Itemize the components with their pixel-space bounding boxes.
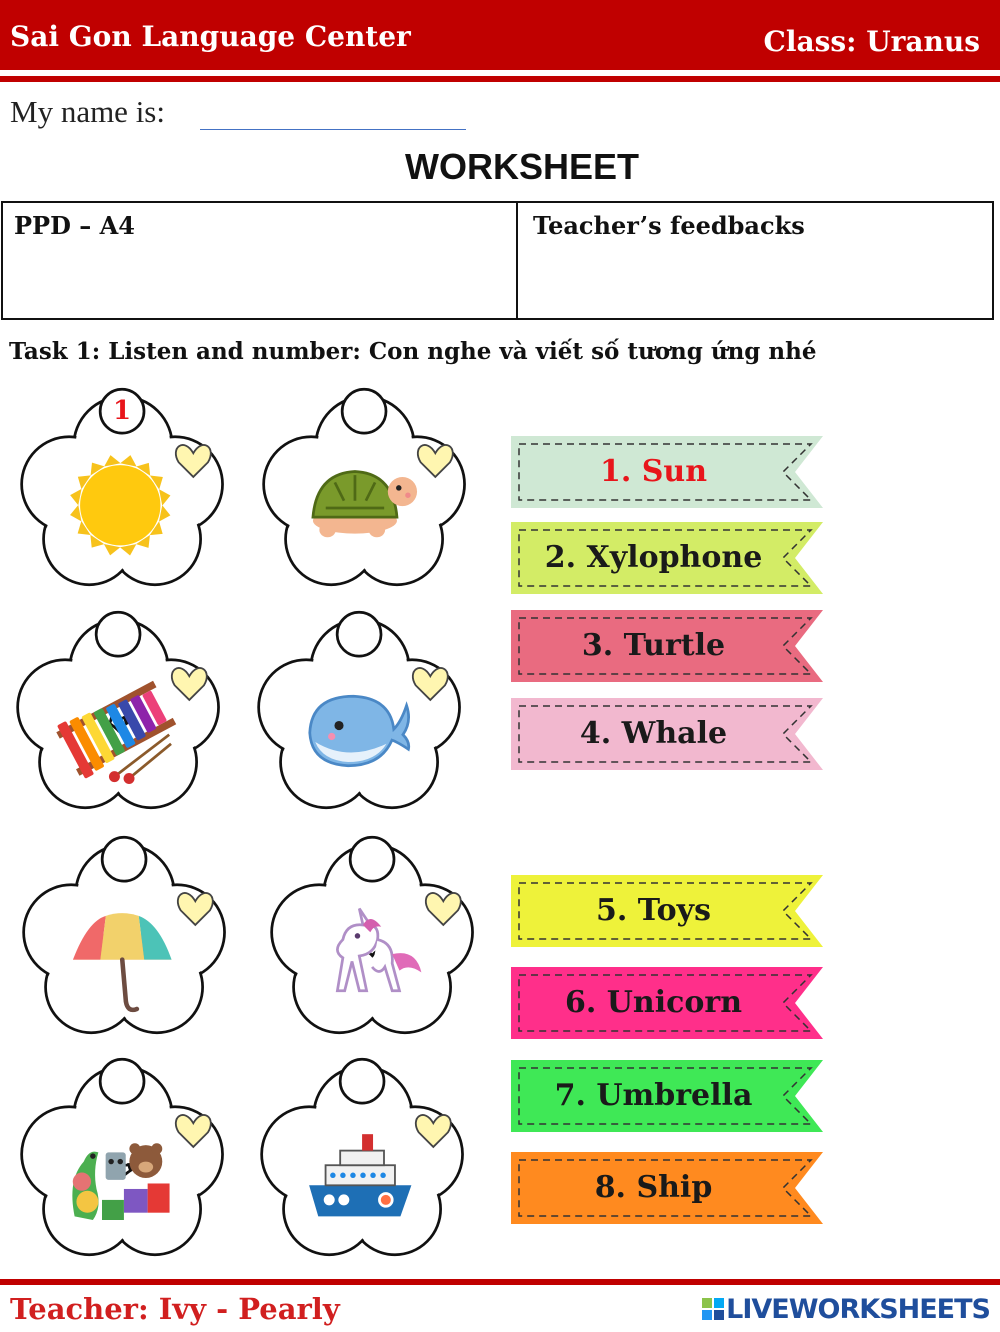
logo-text: LIVEWORKSHEETS: [726, 1294, 990, 1325]
table-divider: [516, 201, 518, 320]
word-ribbon-1[interactable]: [511, 436, 823, 508]
worksheet-title: WORKSHEET: [405, 146, 639, 187]
ribbon-label: 3. Turtle: [581, 628, 726, 663]
info-table: [1, 201, 994, 320]
logo-grid-icon: [702, 1296, 724, 1318]
ribbon-label: 6. Unicorn: [564, 985, 743, 1020]
answer-number-input[interactable]: 1: [112, 396, 132, 426]
flower-card-7: [8, 1052, 238, 1262]
task-instruction: Task 1: Listen and number: Con nghe và viết số tương ứng nhé: [9, 338, 817, 365]
word-ribbon-6[interactable]: [511, 967, 823, 1039]
flower-card-5: [10, 830, 240, 1040]
xylophone-icon: [4, 605, 234, 815]
word-ribbon-2[interactable]: [511, 522, 823, 594]
flower-card-2: [250, 382, 480, 592]
flower-card-6: [258, 830, 488, 1040]
word-ribbon-3[interactable]: [511, 610, 823, 682]
class-code-label: PPD – A4: [14, 211, 135, 240]
ribbon-label: 1. Sun: [599, 454, 708, 489]
name-label: My name is:: [10, 94, 165, 129]
header-bar: [0, 0, 1000, 70]
word-ribbon-8[interactable]: [511, 1152, 823, 1224]
turtle-icon: [250, 382, 480, 592]
flower-card-4: [245, 605, 475, 815]
ribbon-label: 5. Toys: [596, 893, 711, 928]
class-label: Class: Uranus: [763, 25, 980, 58]
liveworksheets-logo[interactable]: [702, 1294, 990, 1325]
ribbon-label: 7. Umbrella: [554, 1078, 753, 1113]
flower-card-8: [248, 1052, 478, 1262]
footer-divider: [0, 1279, 1000, 1285]
unicorn-icon: [258, 830, 488, 1040]
word-ribbon-7[interactable]: [511, 1060, 823, 1132]
toys-icon: [8, 1052, 238, 1262]
ribbon-label: 2. Xylophone: [544, 540, 763, 575]
umbrella-icon: [10, 830, 240, 1040]
ribbon-label: 8. Ship: [594, 1170, 713, 1205]
ribbon-label: 4. Whale: [579, 716, 728, 751]
center-name: Sai Gon Language Center: [10, 20, 411, 53]
feedback-label: Teacher’s feedbacks: [533, 211, 805, 240]
ship-icon: [248, 1052, 478, 1262]
name-input-line[interactable]: [200, 129, 466, 130]
header-divider: [0, 76, 1000, 82]
flower-card-1: [8, 382, 238, 592]
word-ribbon-5[interactable]: [511, 875, 823, 947]
teacher-label: Teacher: Ivy - Pearly: [10, 1292, 340, 1326]
word-ribbon-4[interactable]: [511, 698, 823, 770]
flower-card-3: [4, 605, 234, 815]
whale-icon: [245, 605, 475, 815]
